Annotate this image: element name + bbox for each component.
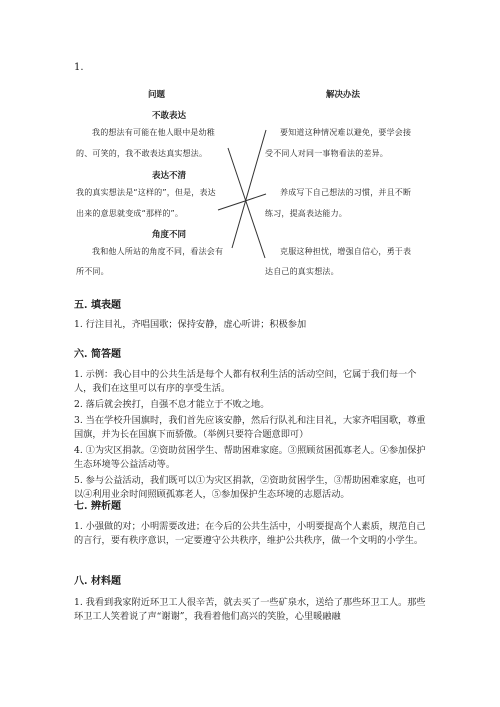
solution-text-1a: 要知道这种情况难以避免，要学会接: [280, 128, 412, 137]
solution-text-1b: 受不同人对同一事物看法的差异。: [265, 149, 388, 158]
solution-text-2b: 练习，提高表达能力。: [265, 209, 347, 218]
problem-text-2a: 我的真实想法是“这样的”，但是，表达: [76, 188, 216, 197]
section-5-item: 1. 行注目礼，齐唱国歌；保持安静，虚心听讲；积极参加: [74, 319, 307, 330]
section-6-body: [74, 368, 434, 504]
section-6-title: 六. 简答题: [74, 349, 121, 360]
section-6-item: 3. 当在学校升国旗时，我们首先应该安静，然后行队礼和注目礼，大家齐唱国歌，尊重国旗，并为长在国旗下而骄傲。（举例只要符合题意即可）: [74, 415, 426, 440]
problem-text-1b: 的、可笑的，我不敢表达真实想法。: [76, 149, 208, 158]
section-8-item: 1. 我看到我家附近环卫工人很辛苦，就去买了一些矿泉水，送给了那些环卫工人。那些环卫工人笑着说了声“谢谢”，我看着他们高兴的笑脸，心里暖融融: [74, 597, 426, 622]
problem-text-1a: 我的想法有可能在他人眼中是幼稚: [92, 128, 215, 137]
section-5-body: [74, 318, 434, 334]
section-8-title: 八. 材料题: [74, 576, 121, 587]
section-8-body: [74, 596, 434, 626]
problem-title-3: 角度不同: [152, 230, 187, 240]
problem-text-3a: 我和他人所站的角度不同，看法会有: [92, 247, 224, 256]
match-line-3: [232, 130, 266, 248]
problem-title-2: 表达不清: [152, 171, 187, 181]
question-number: 1.: [74, 62, 84, 73]
section-6-item: 4. ①为灾区捐款。②资助贫困学生、帮助困难家庭。③照顾贫困孤寡老人。④参加保护生态环境等公益活动等。: [74, 445, 426, 470]
section-6-item: 1. 示例：我心目中的公共生活是每个人都有权利生活的活动空间，它属于我们每一个人，我们在这里可以有序的享受生活。: [74, 369, 417, 394]
section-6-item: 2. 落后就会挨打，自强不息才能立于不败之地。: [74, 399, 270, 410]
section-7-item: 1. 小强做的对；小明需要改进；在今后的公共生活中，小明要提高个人素质，规范自己的言行，要有秩序意识，一定要遵守公共秩序，维护公共秩序，做一个文明的小学生。: [74, 521, 426, 546]
section-7-body: [74, 520, 434, 550]
solution-text-3b: 达自己的真实想法。: [265, 267, 339, 276]
section-7-title: 七. 辨析题: [74, 501, 121, 512]
problem-text-2b: 出来的意思就变成“那样的”。: [76, 209, 184, 218]
solution-text-3a: 克服这种担忧，增强自信心，勇于表: [280, 247, 412, 256]
matching-lines: [0, 0, 500, 300]
problem-column-header: 问题: [148, 90, 166, 100]
solution-text-2a: 养成写下自己想法的习惯，并且不断: [280, 188, 412, 197]
match-line-2: [218, 194, 266, 210]
solution-column-header: 解决办法: [326, 90, 361, 100]
problem-text-3b: 所不同。: [76, 267, 109, 276]
section-5-title: 五. 填表题: [74, 300, 121, 311]
section-6-item: 5. 参与公益活动，我们既可以①为灾区捐款，②资助贫困学生，③帮助困难家庭，也可以④利用业余时间照顾孤寡老人，⑤参加保护生态环境的志愿活动。: [74, 475, 426, 500]
problem-title-1: 不敢表达: [152, 111, 187, 121]
